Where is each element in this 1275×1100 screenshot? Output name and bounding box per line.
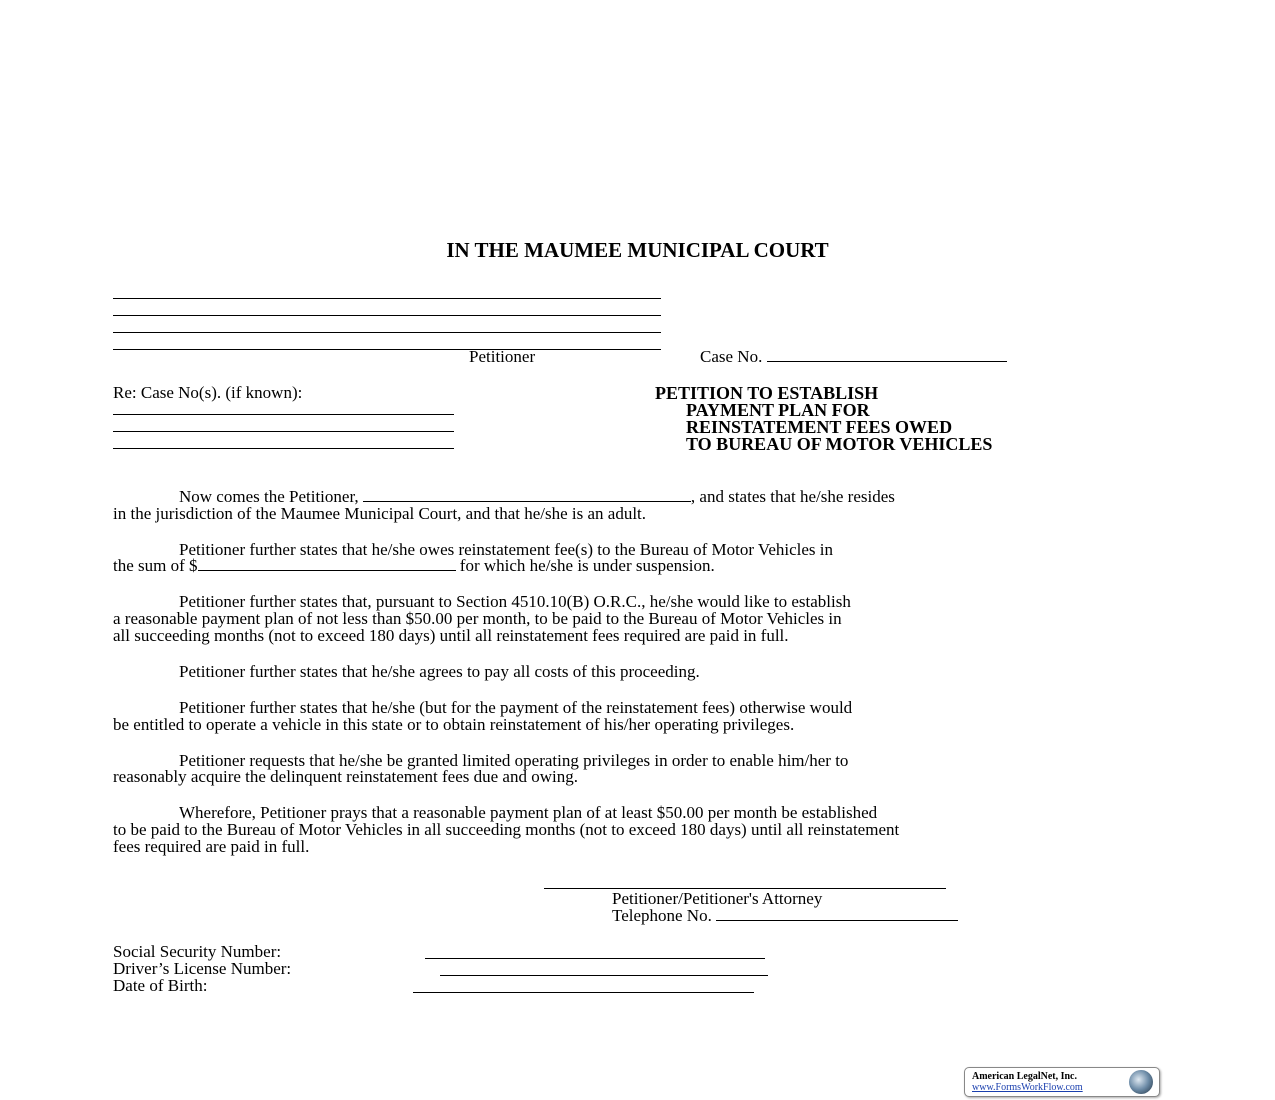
logo-url-link[interactable]: www.FormsWorkFlow.com (972, 1082, 1083, 1093)
paragraph-5-line: Petitioner further states that he/she (but for the payment of the reinstatement fees) otherwise would (179, 698, 853, 717)
globe-icon (1129, 1070, 1153, 1094)
paragraph-3-line: Petitioner further states that, pursuant to Section 4510.10(B) O.R.C., he/she would like to establish (179, 592, 851, 611)
petitioner-label: Petitioner (469, 347, 536, 366)
paragraph-6-line: reasonably acquire the delinquent reinstatement fees due and owing. (113, 767, 578, 786)
paragraph-1-line: Now comes the Petitioner, , and states that he/she resides (179, 487, 895, 506)
dob-label: Date of Birth: (113, 976, 208, 995)
re-case-label: Re: Case No(s). (if known): (113, 383, 303, 402)
paragraph-7-line: fees required are paid in full. (113, 837, 310, 856)
paragraph-4-line: Petitioner further states that he/she agrees to pay all costs of this proceeding. (179, 662, 700, 681)
paragraph-7-line: to be paid to the Bureau of Motor Vehicles in all succeeding months (not to exceed 180 days) until all reinstatement (113, 820, 900, 839)
petitioner-line[interactable] (113, 315, 661, 316)
petitioner-line[interactable] (113, 332, 661, 333)
paragraph-6-line: Petitioner requests that he/she be granted limited operating privileges in order to enable him/her to (179, 751, 849, 770)
case-no-blank[interactable] (767, 347, 1007, 362)
case-no-label: Case No. (700, 347, 763, 366)
petition-heading-line: PAYMENT PLAN FOR (686, 400, 870, 420)
paragraph-2-line: Petitioner further states that he/she owes reinstatement fee(s) to the Bureau of Motor Vehicles in (179, 540, 833, 559)
paragraph-7-line: Wherefore, Petitioner prays that a reasonable payment plan of at least $50.00 per month be established (179, 803, 878, 822)
paragraph-2-line: the sum of $ for which he/she is under suspension. (113, 556, 715, 575)
logo-company-name: American LegalNet, Inc. (972, 1071, 1077, 1082)
signature-label: Petitioner/Petitioner's Attorney (612, 889, 823, 908)
petitioner-name-blank[interactable] (363, 487, 691, 502)
paragraph-5-line: be entitled to operate a vehicle in this state or to obtain reinstatement of his/her operating privileges. (113, 715, 795, 734)
ssn-blank[interactable] (425, 958, 765, 959)
sum-blank[interactable] (198, 556, 456, 571)
court-title: IN THE MAUMEE MUNICIPAL COURT (446, 238, 829, 262)
case-no-field (700, 347, 1007, 367)
re-case-line[interactable] (113, 431, 454, 432)
petition-heading-line: TO BUREAU OF MOTOR VEHICLES (686, 434, 993, 454)
drivers-license-label: Driver’s License Number: (113, 959, 292, 978)
petitioner-line[interactable] (113, 349, 661, 350)
ssn-label: Social Security Number: (113, 942, 282, 961)
petitioner-line[interactable] (113, 298, 661, 299)
telephone-field: Telephone No. (612, 906, 958, 926)
telephone-blank[interactable] (716, 906, 958, 921)
paragraph-3-line: all succeeding months (not to exceed 180 days) until all reinstatement fees required are paid in full. (113, 626, 789, 645)
petition-heading-line: PETITION TO ESTABLISH (655, 383, 879, 403)
paragraph-3-line: a reasonable payment plan of not less than $50.00 per month, to be paid to the Bureau of Motor Vehicles in (113, 609, 842, 628)
drivers-license-blank[interactable] (440, 975, 768, 976)
re-case-line[interactable] (113, 448, 454, 449)
petition-heading-line: REINSTATEMENT FEES OWED (686, 417, 953, 437)
paragraph-1-line: in the jurisdiction of the Maumee Municipal Court, and that he/she is an adult. (113, 504, 647, 523)
re-case-line[interactable] (113, 414, 454, 415)
dob-blank[interactable] (413, 992, 754, 993)
american-legalnet-logo[interactable] (964, 1067, 1160, 1097)
